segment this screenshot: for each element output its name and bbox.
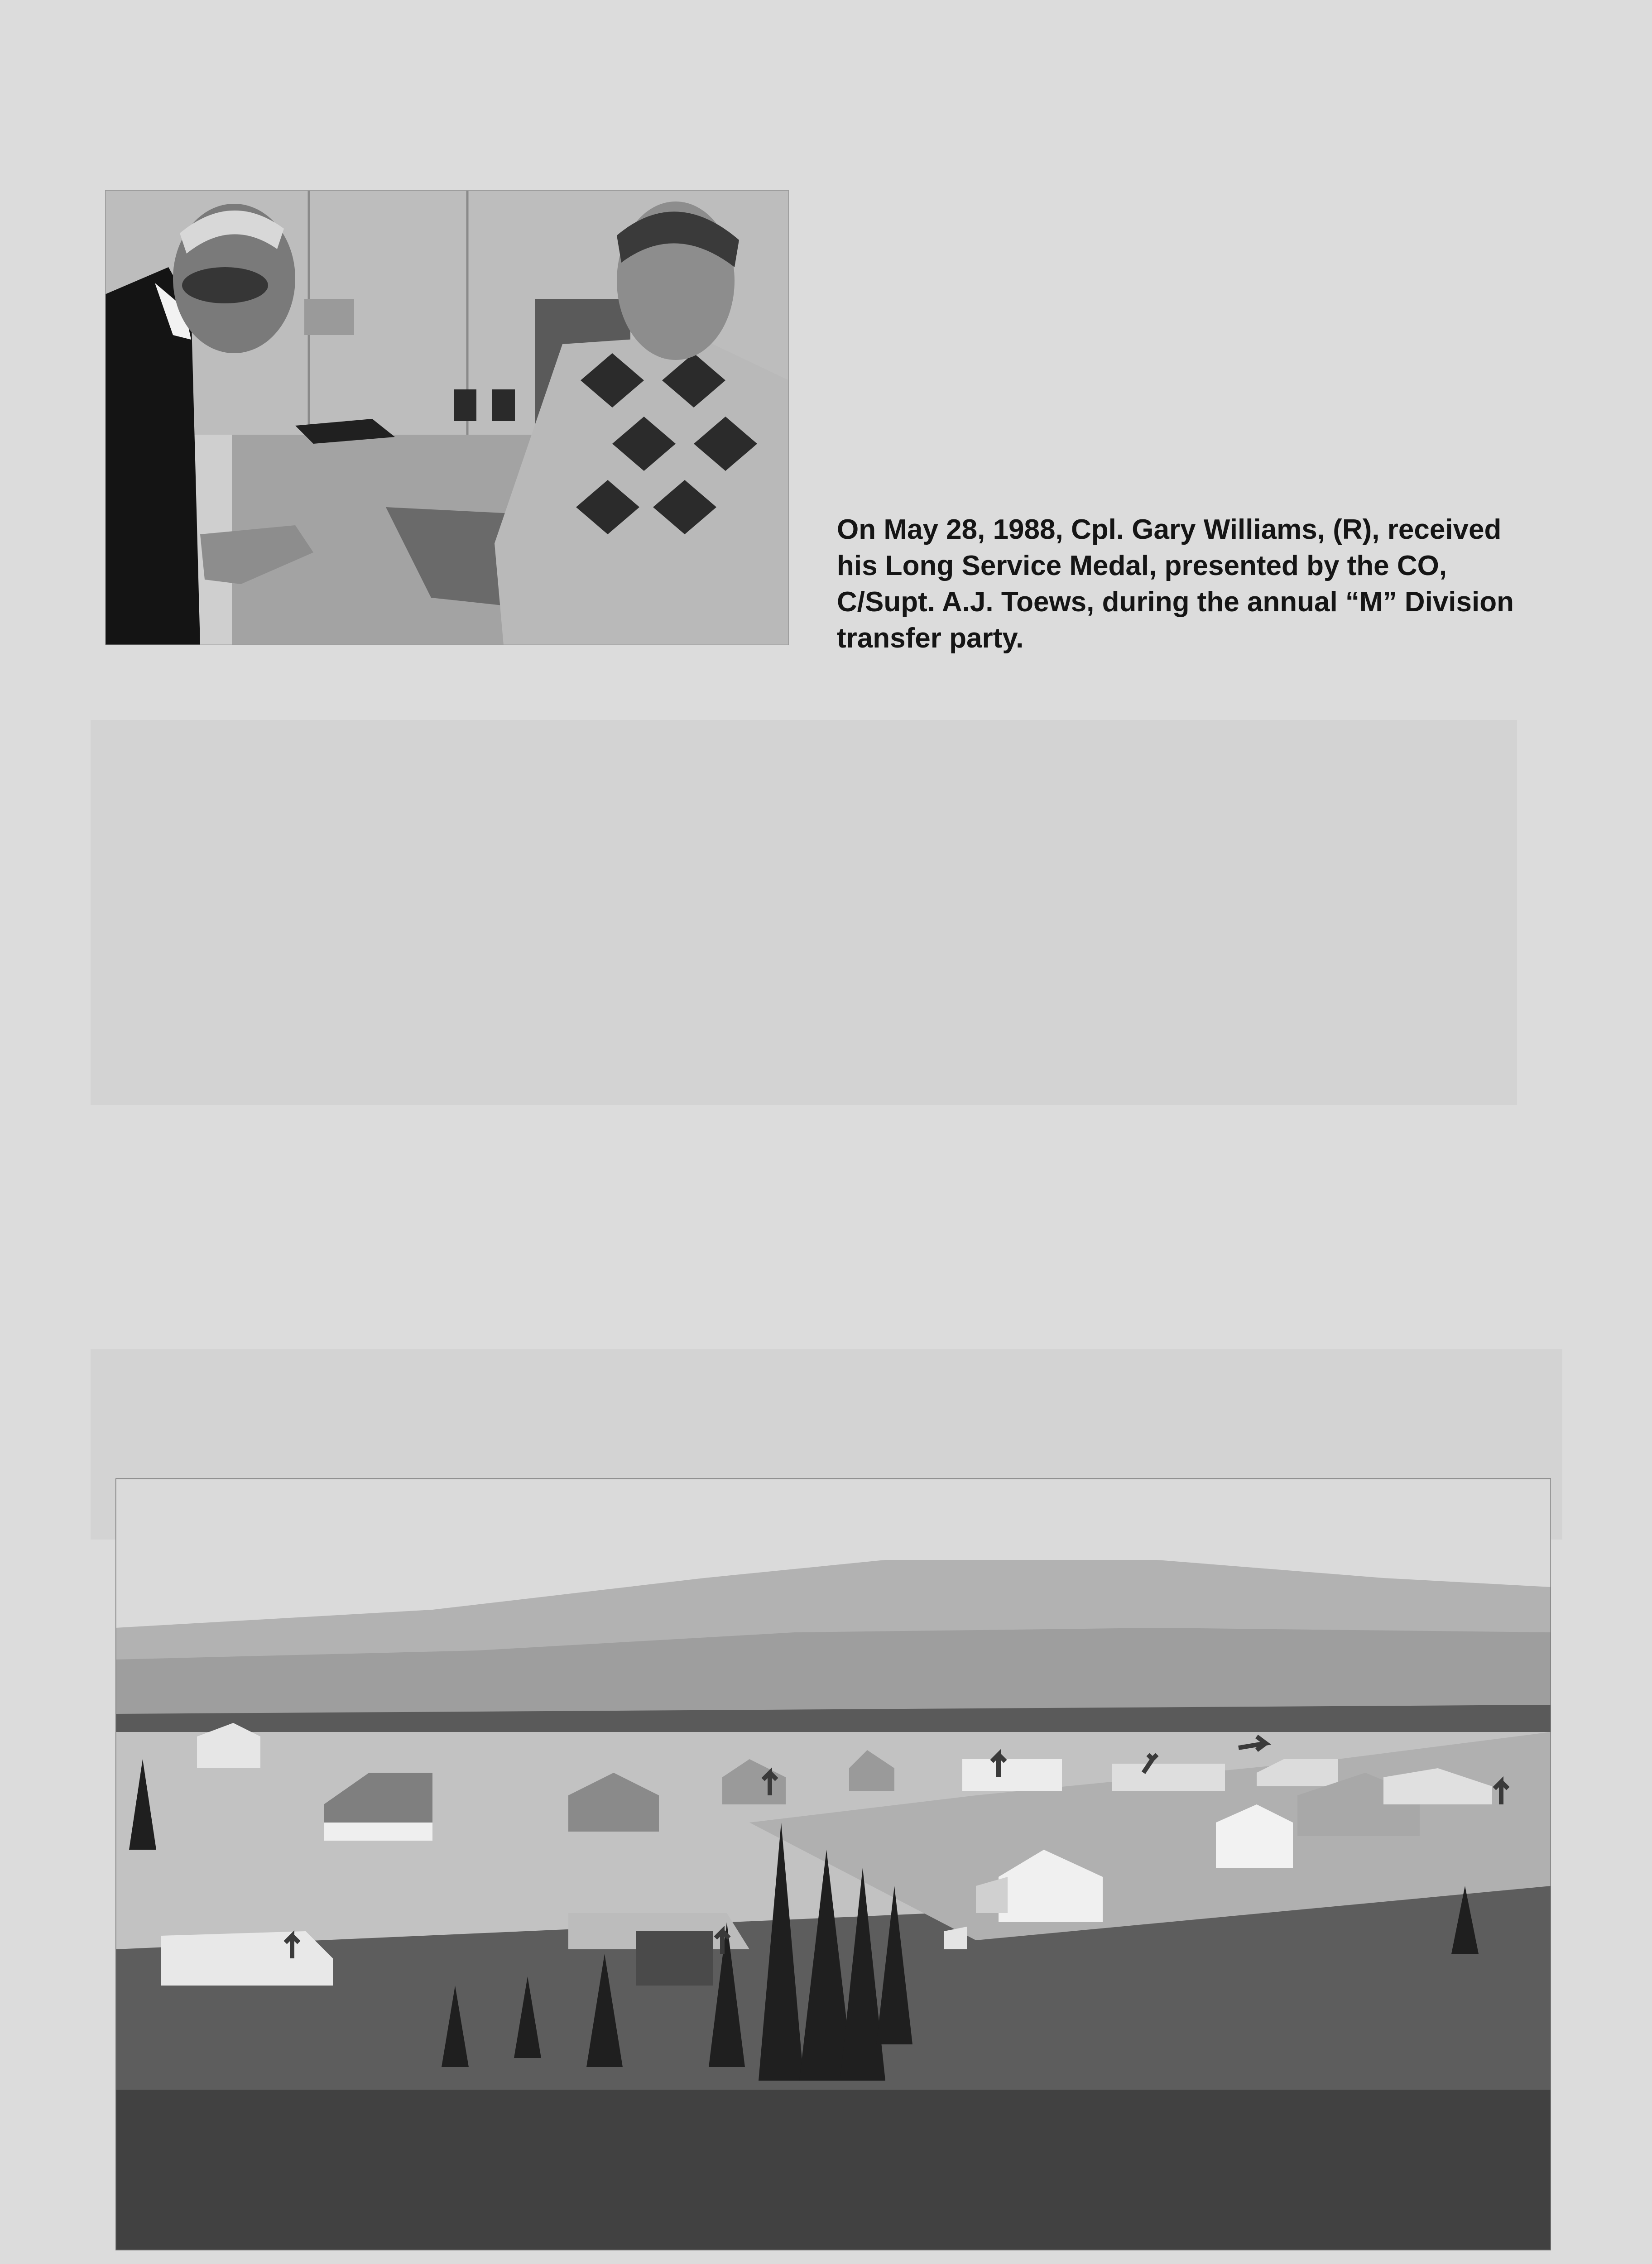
bleed-through-area-top: [91, 720, 1517, 1105]
whitehorse-detachment-photo: [115, 1478, 1551, 2250]
medal-presentation-caption: On May 28, 1988, Cpl. Gary Williams, (R), received his Long Service Medal, presented by the CO, C/Supt. A.J. Toews, during the annual “M” Division transfer party.: [837, 514, 1514, 654]
medal-presentation-photo: [105, 190, 789, 645]
